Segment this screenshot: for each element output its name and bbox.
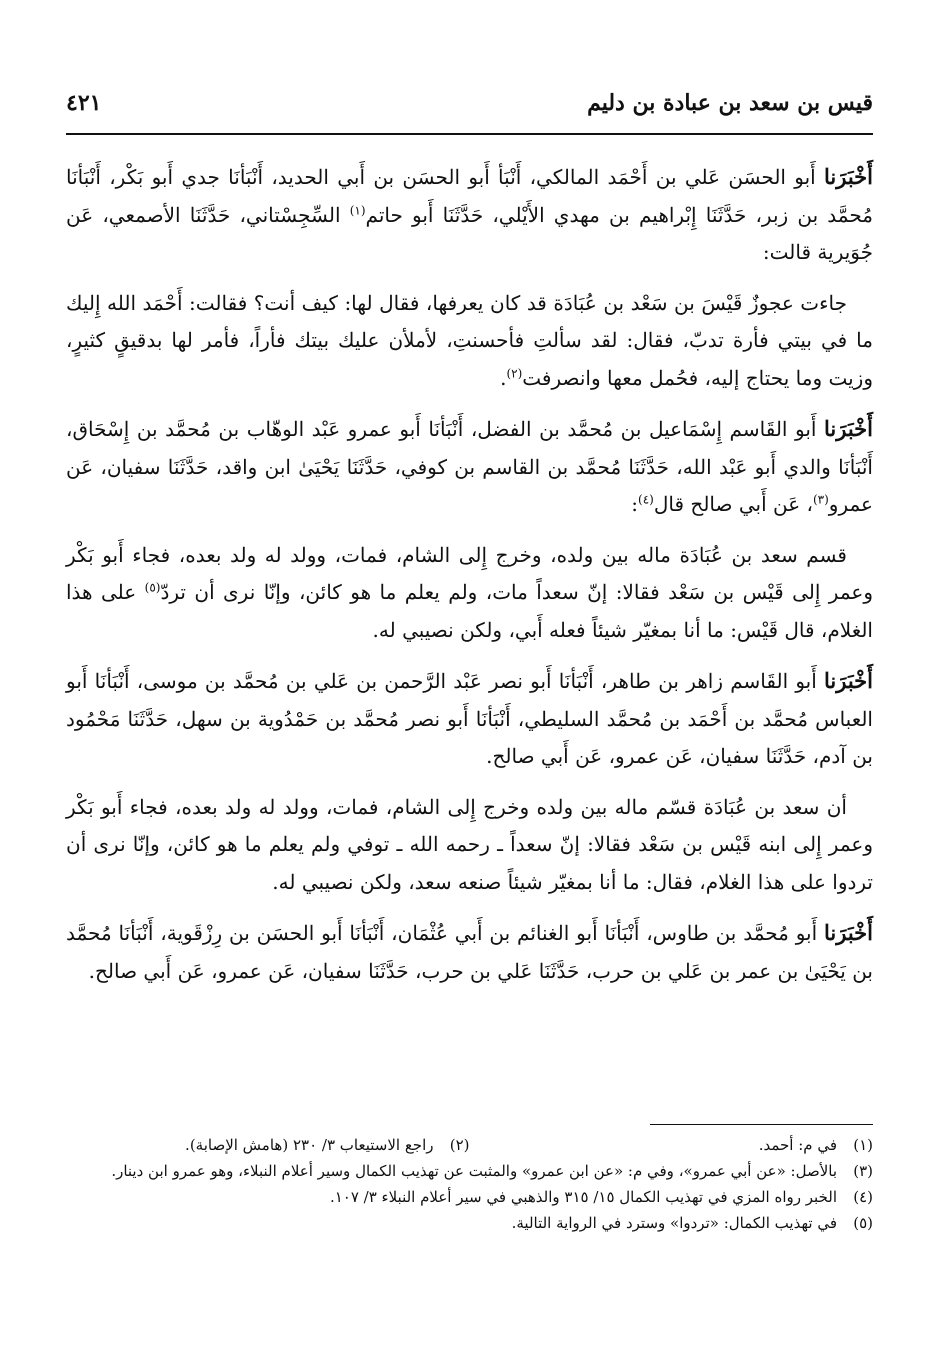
paragraph-isnad-4 <box>66 914 873 990</box>
paragraph-isnad-1 <box>66 158 873 272</box>
paragraph-text: جاءت عجوزٌ قَيْسَ بن سَعْد بن عُبَادَة قد كان يعرفها، فقال لها: كيف أنت؟ فقالت: أَحْمَد الله إِليك ما في بيتي فأرة تدبّ، فقال: لقد سألتِ فأحسنتِ، لأملأن عليك بيتك فأراً، فأمر لها بدقيقٍ كثيرٍ، وزيت وما يحتاج إليه، فحُمل معها وانصرفت <box>66 290 873 390</box>
footnote-row <box>66 1132 873 1158</box>
footnote-number: (٤) <box>853 1188 873 1206</box>
paragraph-isnad-2 <box>66 410 873 524</box>
paragraph-text: على هذا الغلام، قال قَيْس: ما أنا بمغيّر شيئاً فعله أَبي، ولكن نصيبي له. <box>66 580 873 642</box>
footnote-ref-1: (١) <box>349 202 366 217</box>
paragraph-text: أَبو مُحمَّد بن طاوس، أَنْبَأنَا أَبو الغنائم بن أَبي عُثْمَان، أَنْبَأنَا أَبو الحسَن بن رِزْقَوية، أَنْبَأنَا مُحمَّد بن يَحْيَىٰ بن عمر بن عَلي بن حرب، حَدَّثَنَا عَلي بن حرب، حَدَّثَنَا سفيان، عَن عمرو، عَن أَبي صالح. <box>66 921 873 983</box>
footnote-3 <box>66 1158 873 1184</box>
footnote-number: (٣) <box>853 1162 873 1180</box>
paragraph-report-3 <box>66 789 873 902</box>
footnote-number: (٢) <box>449 1136 470 1154</box>
header-rule <box>66 133 873 135</box>
footnote-text: الخبر رواه المزي في تهذيب الكمال ١٥/ ٣١٥ والذهبي في سير أعلام النبلاء ٣/ ١٠٧. <box>329 1188 837 1206</box>
footnote-5 <box>66 1210 873 1236</box>
page-number: ٤٢١ <box>66 90 102 116</box>
paragraph-text: . <box>500 365 507 390</box>
footnote-text: في م: أحمد. <box>758 1136 837 1154</box>
main-text <box>66 158 873 1003</box>
footnote-ref-4: (٤) <box>638 492 654 507</box>
footnote-2 <box>66 1132 470 1158</box>
footnote-text: راجع الاستيعاب ٣/ ٢٣٠ (هامش الإصابة). <box>185 1136 434 1154</box>
lead-word: أَخْبَرَنا <box>824 920 873 945</box>
paragraph-text: أَبو الحسَن عَلي بن أَحْمَد المالكي، أَنْبَأ أَبو الحسَن بن أَبي الحديد، أَنْبَأنَا جدي أَبو بَكْر، أَنْبَأنَا مُحمَّد بن زبر، حَدَّثَنَا إِبْراهيم بن مهدي الأَيْلي، حَدَّثَنَا أَبو حاتم <box>66 165 873 227</box>
lead-word: أَخْبَرَنا <box>824 164 873 189</box>
paragraph-text: أَبو القَاسم إِسْمَاعيل بن مُحمَّد بن الفضل، أَنْبَأنَا أَبو عمرو عَبْد الوهّاب بن مُحمَّد بن إِسْحَاق، أَنْبَأنَا والدي أَبو عَبْد الله، حَدَّثَنَا مُحمَّد بن القاسم بن كوفي، حَدَّثَنَا يَحْيَىٰ ابن واقد، حَدَّثَنَا سفيان، عَن عمرو <box>66 417 873 516</box>
footnote-text: بالأصل: «عن أبي عمرو»، وفي م: «عن ابن عمرو» والمثبت عن تهذيب الكمال وسير أعلام النبلاء، وهو عمرو ابن دينار. <box>111 1162 837 1180</box>
paragraph-text: : <box>631 492 639 516</box>
paragraph-text: السِّجِسْتاني، حَدَّثَنَا الأصمعي، عَن جُوَيرية قالت: <box>66 202 873 264</box>
footnote-number: (٥) <box>853 1214 873 1232</box>
paragraph-text: ، عَن أَبي صالح قال <box>653 492 813 516</box>
footnotes <box>66 1132 873 1236</box>
paragraph-isnad-3 <box>66 662 873 776</box>
paragraph-report-1 <box>66 285 873 398</box>
lead-word: أَخْبَرَنا <box>824 668 873 693</box>
lead-word: أَخْبَرَنا <box>824 416 873 441</box>
footnote-4 <box>66 1184 873 1210</box>
footnote-text: في تهذيب الكمال: «تردوا» وسترد في الرواية التالية. <box>511 1214 837 1232</box>
running-title: قيس بن سعد بن عبادة بن دليم <box>587 90 873 116</box>
paragraph-text: أَبو القَاسم زاهر بن طاهر، أَنْبَأنَا أَبو نصر عَبْد الرَّحمن بن عَلي بن مُحمَّد بن موسى، أَنْبَأنَا أَبو العباس مُحمَّد بن أَحْمَد بن مُحمَّد السليطي، أَنْبَأنَا أَبو نصر مُحمَّد بن حَمْدُوية بن سهل، حَدَّثَنَا مَحْمُود بن آدم، حَدَّثَنَا سفيان، عَن عمرو، عَن أَبي صالح. <box>66 669 873 768</box>
footnote-ref-5: (٥) <box>144 580 161 595</box>
footnote-ref-3: (٣) <box>812 492 829 507</box>
footnote-rule <box>650 1124 873 1125</box>
page-header <box>66 86 873 126</box>
footnote-1 <box>470 1132 874 1158</box>
paragraph-report-2 <box>66 537 873 650</box>
footnote-ref-2: (٢) <box>506 365 523 380</box>
paragraph-text: أن سعد بن عُبَادَة قسّم ماله بين ولده وخرج إِلى الشام، فمات، وولد له ولد بعده، فجاء أَبو بَكْر وعمر إِلى ابنه قَيْس بن سَعْد فقالا: إنّ سعداً ـ رحمه الله ـ توفي ولم يعلم ما هو كائن، وإنّا نرى أن تردوا على هذا الغلام، فقال: ما أنا بمغيّر شيئاً صنعه سعد، ولكن نصيبي له. <box>66 794 873 894</box>
paragraph-text: قسم سعد بن عُبَادَة ماله بين ولده، وخرج إِلى الشام، فمات، وولد له ولد بعده، فجاء أَبو بَكْر وعمر إِلى قَيْس بن سَعْد فقالا: إنّ سعداً مات، ولم يعلم ما هو كائن، وإنّا نرى أن تردّ <box>66 542 873 604</box>
footnote-number: (١) <box>853 1136 873 1154</box>
